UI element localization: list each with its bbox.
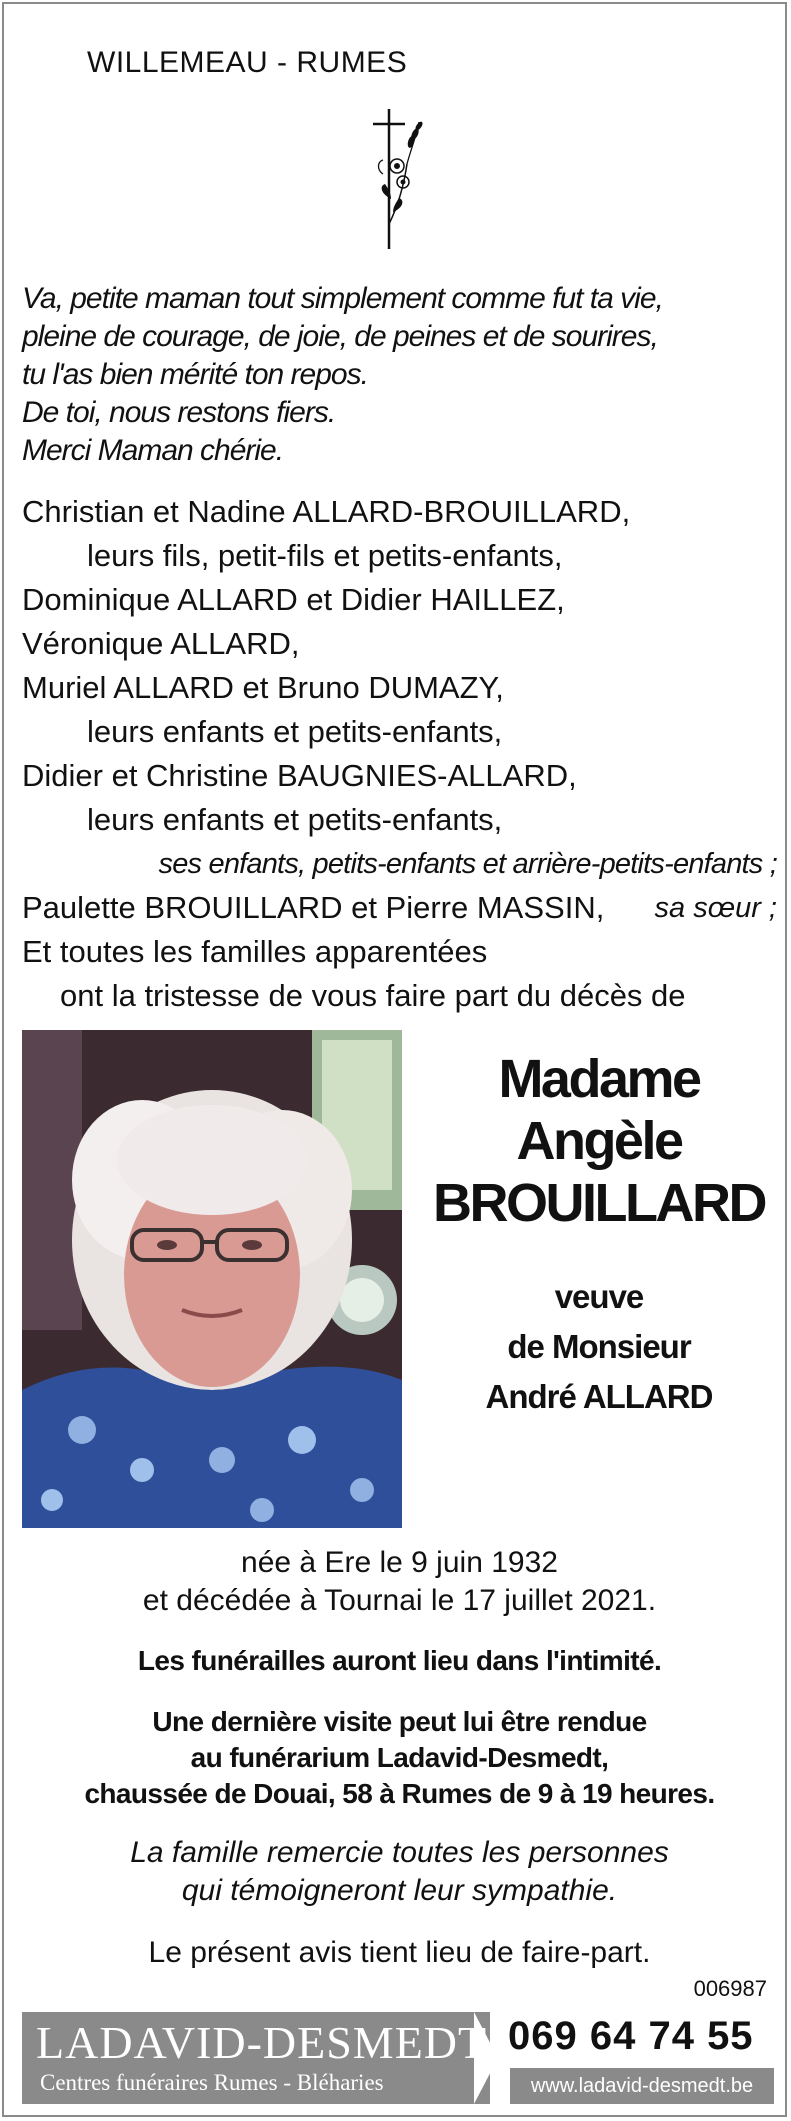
sister-names: Paulette BROUILLARD et Pierre MASSIN, xyxy=(22,890,605,925)
visit-line: Une dernière visite peut lui être rendue xyxy=(152,1706,647,1737)
funeral-notice: Les funérailles auront lieu dans l'intimité. xyxy=(137,1645,662,1676)
birth-line: née à Ere le 9 juin 1932 xyxy=(241,1546,558,1579)
funeral-details xyxy=(4,1544,791,1972)
family-line: leurs enfants et petits-enfants, xyxy=(87,802,503,837)
widow-line: de Monsieur xyxy=(507,1328,691,1365)
cross-with-roses-icon xyxy=(359,104,439,254)
visit-line: au funérarium Ladavid-Desmedt, xyxy=(190,1742,609,1773)
family-line: leurs enfants et petits-enfants, xyxy=(87,714,503,749)
visit-line: chaussée de Douai, 58 à Rumes de 9 à 19 heures. xyxy=(84,1778,715,1809)
sister-label: sa sœur ; xyxy=(654,892,777,924)
family-line: ont la tristesse de vous faire part du décès de xyxy=(60,978,686,1013)
poem-line: De toi, nous restons fiers. xyxy=(22,396,336,429)
poem-line: tu l'as bien mérité ton repos. xyxy=(22,358,368,391)
visit-info xyxy=(4,1704,791,1812)
brand-block xyxy=(22,2012,490,2104)
reference-number: 006987 xyxy=(693,1976,767,2001)
family-line: Muriel ALLARD et Bruno DUMAZY, xyxy=(22,670,504,705)
family-line: Dominique ALLARD et Didier HAILLEZ, xyxy=(22,582,565,617)
phone-number[interactable]: 069 64 74 55 xyxy=(508,2014,754,2058)
family-line: Christian et Nadine ALLARD-BROUILLARD, xyxy=(22,494,631,529)
family-line: leurs fils, petit-fils et petits-enfants, xyxy=(87,538,563,573)
poem-line: Va, petite maman tout simplement comme fut ta vie, xyxy=(22,282,663,315)
family-line: ses enfants, petits-enfants et arrière-petits-enfants ; xyxy=(158,848,777,880)
brand-name: LADAVID-DESMEDT xyxy=(36,2017,488,2068)
family-line: Et toutes les familles apparentées xyxy=(22,934,488,969)
deceased-name-block xyxy=(424,1048,774,1422)
contact-block xyxy=(490,2012,777,2104)
notice-line: Le présent avis tient lieu de faire-part. xyxy=(148,1936,651,1969)
family-line: Véronique ALLARD, xyxy=(22,626,300,661)
thanks-line: qui témoigneront leur sympathie. xyxy=(181,1874,618,1907)
obituary-card xyxy=(2,2,787,2117)
family-line-sister xyxy=(22,886,777,930)
widow-line: veuve xyxy=(554,1278,644,1315)
family-line: Didier et Christine BAUGNIES-ALLARD, xyxy=(22,758,577,793)
deceased-title: Madame xyxy=(498,1049,700,1109)
widow-info xyxy=(424,1272,774,1422)
deceased-last-name: BROUILLARD xyxy=(433,1173,765,1233)
thanks-line: La famille remercie toutes les personnes xyxy=(130,1836,669,1869)
deceased-first-name: Angèle xyxy=(516,1111,682,1171)
funeral-home-banner xyxy=(22,2012,777,2104)
death-line: et décédée à Tournai le 17 juillet 2021. xyxy=(142,1584,657,1617)
poem-line: Merci Maman chérie. xyxy=(22,434,284,467)
thanks-message xyxy=(4,1834,791,1910)
location-heading: WILLEMEAU - RUMES xyxy=(87,46,408,79)
poem-line: pleine de courage, de joie, de peines et de sourires, xyxy=(22,320,658,353)
widow-line: André ALLARD xyxy=(485,1378,713,1415)
website-link[interactable]: www.ladavid-desmedt.be xyxy=(510,2068,774,2104)
deceased-photo xyxy=(22,1030,402,1528)
life-dates xyxy=(4,1544,791,1620)
poem xyxy=(22,280,762,470)
family-list xyxy=(22,490,777,1018)
brand-tagline: Centres funéraires Rumes - Bléharies xyxy=(40,2070,384,2095)
